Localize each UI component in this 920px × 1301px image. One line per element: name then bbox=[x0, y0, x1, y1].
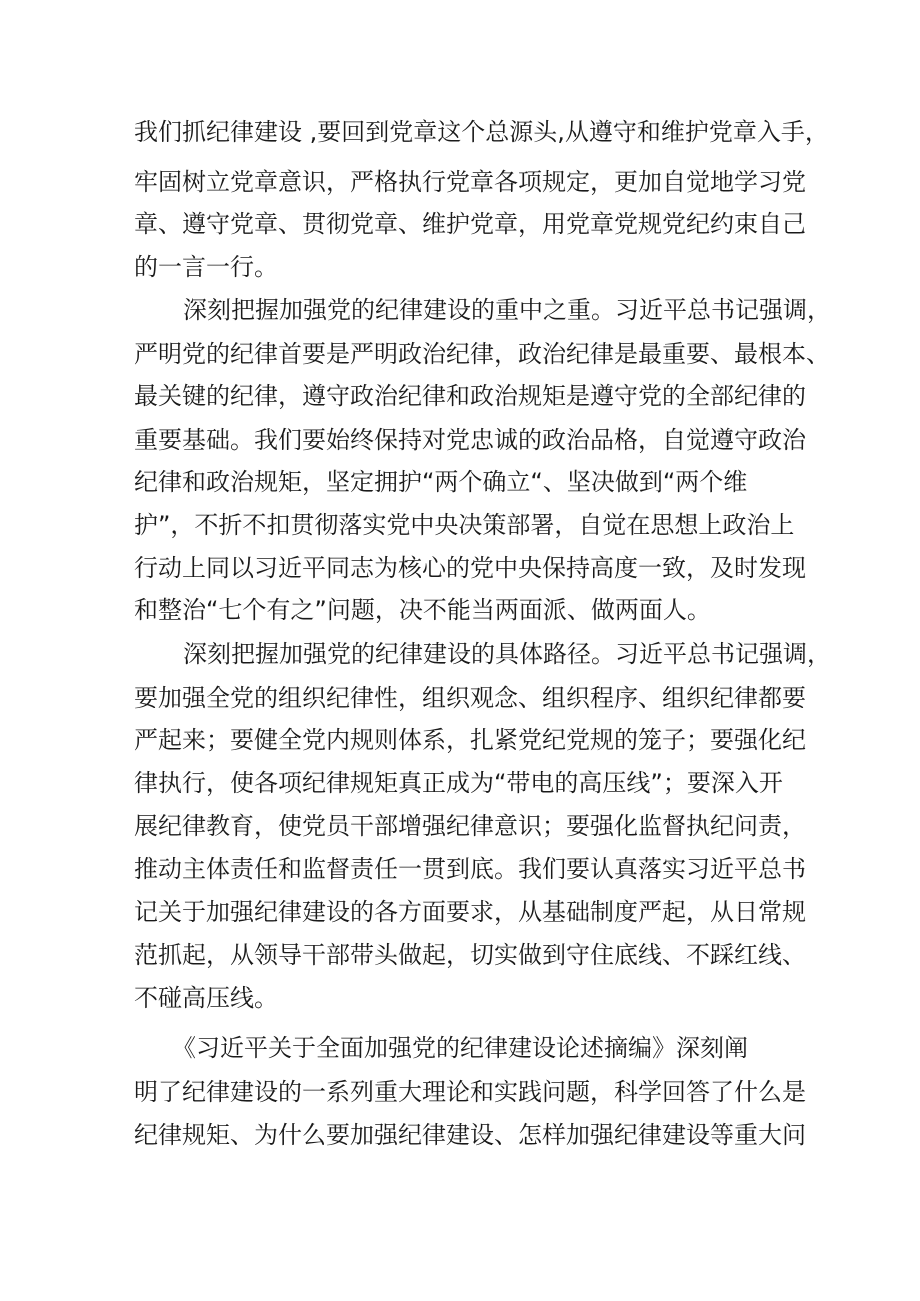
paragraph-1-line-2: 牢固树立党章意识，严格执行党章各项规定，更加自觉地学习党 bbox=[134, 168, 806, 196]
paragraph-3-line-7: 记关于加强纪律建设的各方面要求，从基础制度严起，从日常规 bbox=[134, 898, 806, 926]
paragraph-1-line-1: 我们抓纪律建设 ,要回到党章这个总源头,从遵守和维护党章入手， bbox=[134, 118, 829, 146]
paragraph-3-line-5: 展纪律教育，使党员干部增强纪律意识；要强化监督执纪问责， bbox=[134, 812, 806, 840]
paragraph-1-line-3: 章、遵守党章、贯彻党章、维护党章，用党章党规党纪约束自己 bbox=[134, 210, 806, 238]
paragraph-2-line-7: 行动上同以习近平同志为核心的党中央保持高度一致，及时发现 bbox=[134, 554, 806, 582]
paragraph-2-line-5: 纪律和政治规矩，坚定拥护“两个确立“、坚决做到“两个维 bbox=[134, 468, 748, 496]
paragraph-2-line-6: 护”，不折不扣贯彻落实党中央决策部署，自觉在思想上政治上 bbox=[134, 511, 795, 539]
paragraph-4-line-1: 《习近平关于全面加强党的纪律建设论述摘编》深刻阐 bbox=[172, 1034, 748, 1062]
paragraph-4-line-3: 纪律规矩、为什么要加强纪律建设、怎样加强纪律建设等重大问 bbox=[134, 1121, 806, 1149]
paragraph-2-line-1: 深刻把握加强党的纪律建设的重中之重。习近平总书记强调， bbox=[183, 296, 831, 324]
paragraph-2-line-8: 和整治“七个有之”问题，决不能当两面派、做两面人。 bbox=[134, 596, 711, 624]
paragraph-1-line-4: 的一言一行。 bbox=[134, 253, 278, 281]
paragraph-2-line-3: 最关键的纪律，遵守政治纪律和政治规矩是遵守党的全部纪律的 bbox=[134, 382, 806, 410]
paragraph-3-line-2: 要加强全党的组织纪律性，组织观念、组织程序、组织纪律都要 bbox=[134, 684, 806, 712]
paragraph-3-line-6: 推动主体责任和监督责任一贯到底。我们要认真落实习近平总书 bbox=[134, 855, 806, 883]
paragraph-2-line-4: 重要基础。我们要始终保持对党忠诚的政治品格，自觉遵守政治 bbox=[134, 426, 806, 454]
paragraph-3-line-3: 严起来；要健全党内规则体系，扎紧党纪党规的笼子；要强化纪 bbox=[134, 726, 806, 754]
paragraph-3-line-9: 不碰高压线。 bbox=[134, 984, 278, 1012]
paragraph-3-line-8: 范抓起，从领导干部带头做起，切实做到守住底线、不踩红线、 bbox=[134, 941, 806, 969]
paragraph-4-line-2: 明了纪律建设的一系列重大理论和实践问题，科学回答了什么是 bbox=[134, 1078, 806, 1106]
paragraph-3-line-4: 律执行，使各项纪律规矩真正成为“带电的高压线”；要深入开 bbox=[134, 769, 783, 797]
paragraph-2-line-2: 严明党的纪律首要是严明政治纪律，政治纪律是最重要、最根本、 bbox=[134, 340, 830, 368]
paragraph-3-line-1: 深刻把握加强党的纪律建设的具体路径。习近平总书记强调， bbox=[183, 640, 831, 668]
